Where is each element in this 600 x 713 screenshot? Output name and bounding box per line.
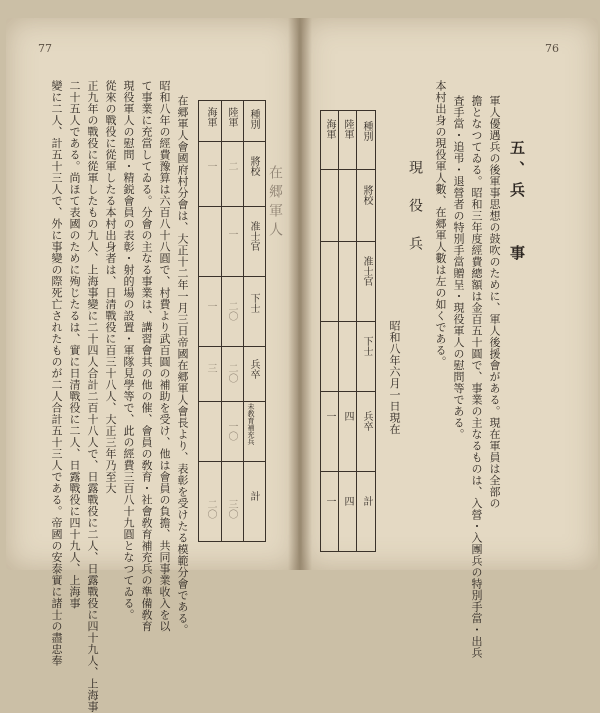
left-table-navy-officer: 一 [205, 161, 216, 171]
left-table-caption: 在郷軍人 [267, 165, 283, 241]
left-table-army-private: 二〇 [226, 363, 237, 383]
left-para-line-6: 正九年の戰役に從軍したもの九人、上海事變に二十四人合計二百十八人で、日露戰役に二人、日露戰役に四十九人、上海事 [86, 80, 99, 713]
left-para-line-8: 變に二人、計五十三人で、外に事變の際死亡されたものが二人合計五十三人である。帝國の安泰實に諸士の盡忠奉 [50, 80, 63, 667]
left-table-army-total: 三〇 [226, 499, 237, 519]
right-table-navy-private: 一 [324, 411, 335, 421]
right-table-army-total: 四 [342, 496, 353, 506]
right-table [320, 110, 376, 552]
right-table-header-private: 兵卒 [361, 411, 372, 431]
right-subtitle: 現 役 兵 [407, 160, 423, 255]
right-table-row-army: 陸軍 [342, 119, 353, 139]
left-table-army-nco: 二〇 [226, 301, 237, 321]
left-table-row-navy: 海軍 [205, 107, 216, 127]
left-table-header-total: 計 [248, 491, 259, 501]
left-table-header-officer: 將校 [248, 156, 259, 176]
right-table-header-warrant: 准士官 [361, 256, 372, 286]
left-table-navy-nco: 一 [205, 301, 216, 311]
left-para-line-4: 現役軍人の慰問・精鋭會員の表彰・射的場の設置・軍隊見學等で、此の經費三百八十九圓となつてゐる。 [122, 80, 135, 621]
left-table-header-warrant: 准士官 [248, 221, 259, 251]
left-page-number: 77 [38, 42, 52, 55]
left-table-header-reserve: 未教育補充兵 [247, 403, 255, 445]
right-table-header-type: 種別 [361, 121, 372, 141]
right-para-line-1: 軍人優遇兵の後軍事思想の鼓吹のために、軍人後援會がある。現在軍員は全部の [488, 95, 501, 509]
right-date: 昭和八年六月一日現在 [388, 320, 401, 435]
left-table-header-type: 種別 [248, 109, 259, 129]
book-gutter [288, 18, 312, 570]
right-para-line-2: 擔となつてゐる。昭和三年度經費總額は金百五十圓で、事業の主なるものは、入營・入團兵の特別手當・出兵 [470, 95, 483, 659]
right-table-row-navy: 海軍 [324, 119, 335, 139]
right-table-header-officer: 將校 [361, 185, 372, 205]
left-table-army-officer: 二 [226, 161, 237, 171]
left-table-navy-total: 二〇 [205, 499, 216, 519]
left-para-line-5: 從來の戰役に從軍したる本村出身者は、日清戰役に百三十八人、大正三年乃至大 [104, 80, 117, 494]
right-table-header-total: 計 [361, 496, 372, 506]
right-page-number: 76 [545, 42, 559, 55]
right-table-header-nco: 下士 [361, 336, 372, 356]
right-para-line-3: 査手當・追弔・退營者の特別手當贈呈・現役軍人の慰問等である。 [452, 95, 465, 440]
left-para-line-7: 二十五人である。尚ほて表國のために殉じたるは、實に日清戰役に二人、日露戰役に四十九人、上海事 [68, 80, 81, 609]
left-table [198, 100, 266, 542]
right-table-army-private: 四 [342, 411, 353, 421]
left-table-army-reserve: 一〇 [226, 421, 237, 441]
right-table-navy-total: 一 [324, 496, 335, 506]
left-table-navy-private: 三 [205, 363, 216, 373]
left-table-army-warrant: 一 [226, 229, 237, 239]
left-table-header-private: 兵卒 [248, 359, 259, 379]
right-para-line-4: 本村出身の現役軍人數、在郷軍人數は左の如くである。 [434, 80, 447, 368]
left-table-row-army: 陸軍 [226, 107, 237, 127]
left-para-line-3: て事業に充當してゐる。分會の主なる事業は、講習會其の他の催、會員の敎育・社會敎育補充兵の準備敎育 [140, 80, 153, 632]
left-para-line-1: 在郷軍人會國府村分會は、大正十二年一月三日帝國在郷軍人會長より、表彰を受けたる模範分會である。 [176, 95, 189, 636]
section-title: 五、兵 事 [508, 140, 526, 266]
left-para-line-2: 昭和八年の經費豫算は六百八十八圓で、村費より武百圓の補助を受け、他は會員の負擔、共同事業收入を以 [158, 80, 171, 632]
left-table-header-nco: 下士 [248, 293, 259, 313]
